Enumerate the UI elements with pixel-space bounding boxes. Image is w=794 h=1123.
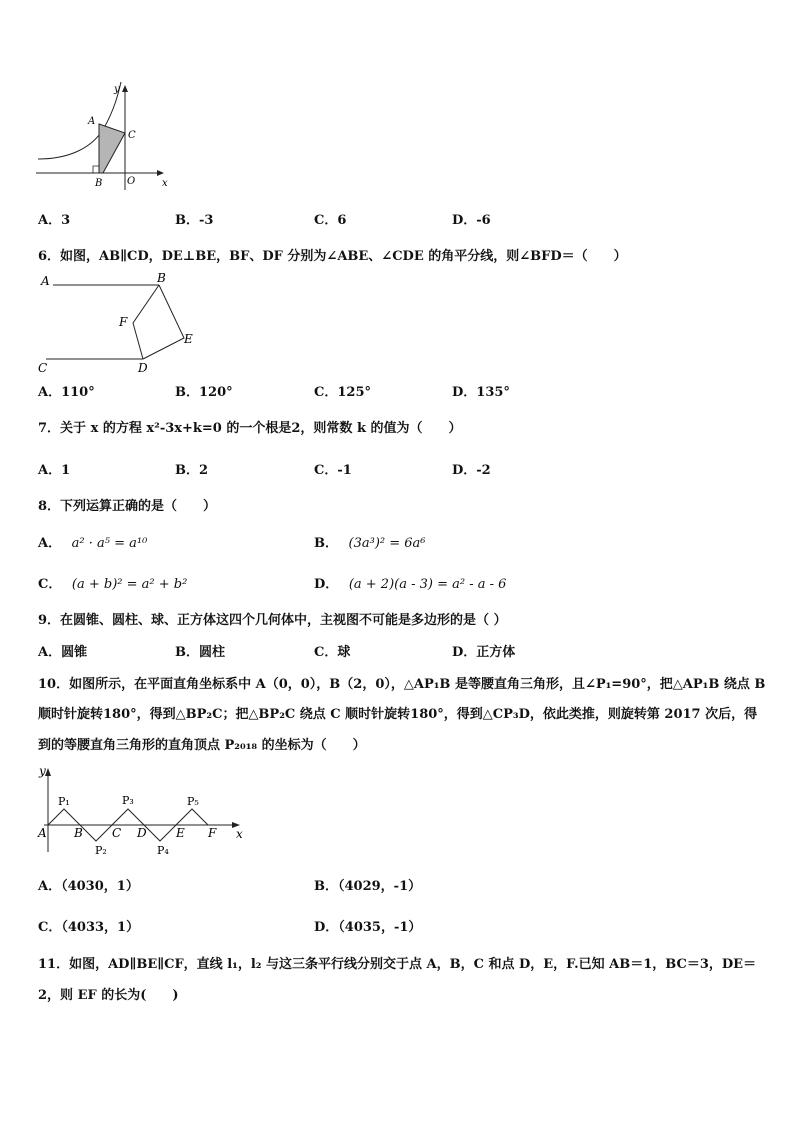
q10-label-D: D <box>137 826 147 840</box>
q7-option-a[interactable]: A．1 <box>38 463 71 478</box>
q7-stem: 7．关于 x 的方程 x²-3x+k=0 的一个根是2，则常数 k 的值为（ ） <box>38 421 462 436</box>
q10-y-arrow <box>45 768 51 776</box>
q6-option-a[interactable]: A．110° <box>38 385 95 400</box>
q5-shaded-quad <box>99 124 125 173</box>
q5-figure <box>36 80 176 195</box>
q5-label-y: y <box>114 84 120 95</box>
q10-label-C: C <box>112 826 122 840</box>
q11-stem-line1: 11．如图，AD∥BE∥CF，直线 l₁，l₂ 与这三条平行线分别交于点 A，B，C 和点 D，E，F.已知 AB＝1，BC＝3，DE＝ <box>38 957 757 972</box>
q8-option-b[interactable] <box>314 535 426 553</box>
q10-stem-line2: 顺时针旋转180°，得到△BP₂C；把△BP₂C 绕点 C 顺时针旋转180°，得到△CP₃D，依此类推，则旋转第 2017 次后，得 <box>38 707 758 722</box>
q6-label-A: A <box>41 274 50 288</box>
q6-label-F: F <box>119 315 128 329</box>
q10-option-a[interactable]: A．（4030，1） <box>38 879 139 894</box>
q10-label-y: y <box>39 764 46 778</box>
q5-option-d[interactable]: D．-6 <box>452 213 491 228</box>
q6-label-C: C <box>38 361 48 375</box>
q8-option-a[interactable] <box>38 535 147 553</box>
q10-stem-line1: 10．如图所示，在平面直角坐标系中 A（0，0），B（2，0），△AP₁B 是等腰直角三角形，且∠P₁=90°，把△AP₁B 绕点 B <box>38 677 766 692</box>
q6-option-b[interactable]: B．120° <box>175 385 233 400</box>
q6-option-d[interactable]: D．135° <box>452 385 510 400</box>
q8-formula-a: a² · a⁵ = a¹⁰ <box>71 536 148 551</box>
q9-option-c[interactable]: C．球 <box>314 645 351 660</box>
q10-option-c[interactable]: C．（4033，1） <box>38 920 140 935</box>
q9-option-d[interactable]: D．正方体 <box>452 645 516 660</box>
q10-option-d[interactable]: D．（4035，-1） <box>314 920 422 935</box>
q10-label-B: B <box>74 826 83 840</box>
q9-option-b[interactable]: B．圆柱 <box>175 645 225 660</box>
q6-label-D: D <box>138 361 148 375</box>
q10-stem-line3: 到的等腰直角三角形的直角顶点 P₂₀₁₈ 的坐标为（ ） <box>38 738 366 753</box>
q7-option-b[interactable]: B．2 <box>175 463 209 478</box>
q6-label-B: B <box>157 271 166 285</box>
q5-label-C: C <box>128 130 136 141</box>
q11-stem-line2: 2，则 EF 的长为( ) <box>38 988 179 1003</box>
q10-label-E: E <box>176 826 185 840</box>
q10-option-b[interactable]: B．（4029，-1） <box>314 879 422 894</box>
q7-option-d[interactable]: D．-2 <box>452 463 491 478</box>
q8-option-c[interactable] <box>38 576 187 594</box>
q6-option-c[interactable]: C．125° <box>314 385 371 400</box>
q5-x-arrow <box>157 170 164 176</box>
q6-segment-bfd <box>133 285 159 359</box>
q7-option-c[interactable]: C．-1 <box>314 463 352 478</box>
q5-label-O: O <box>127 176 136 187</box>
q10-label-p5: P₅ <box>187 795 199 808</box>
q8-option-d-letter: D． <box>314 577 339 592</box>
q5-label-x: x <box>162 178 168 189</box>
q8-formula-c: (a + b)² = a² + b² <box>71 577 188 592</box>
q5-option-c[interactable]: C．6 <box>314 213 347 228</box>
q5-right-angle-mark <box>93 166 99 173</box>
q10-label-A: A <box>38 826 47 840</box>
q9-stem: 9．在圆锥、圆柱、球、正方体这四个几何体中，主视图不可能是多边形的是（ ） <box>38 613 507 628</box>
q10-label-F: F <box>208 826 217 840</box>
q8-option-b-letter: B． <box>314 536 338 551</box>
q10-label-p4: P₄ <box>157 844 169 857</box>
q8-formula-b: (3a³)² = 6a⁶ <box>348 536 426 551</box>
q10-label-p3: P₃ <box>122 794 134 807</box>
q9-option-a[interactable]: A．圆锥 <box>38 645 88 660</box>
q5-option-b[interactable]: B．-3 <box>175 213 214 228</box>
q8-option-c-letter: C． <box>38 577 62 592</box>
q6-figure <box>36 268 211 378</box>
q5-option-a[interactable]: A．3 <box>38 213 71 228</box>
q8-stem: 8．下列运算正确的是（ ） <box>38 499 217 514</box>
q10-label-p1: P₁ <box>58 795 70 808</box>
q8-option-a-letter: A． <box>38 536 62 551</box>
q6-label-E: E <box>184 332 193 346</box>
q8-option-d[interactable] <box>314 576 506 594</box>
q5-label-A: A <box>88 116 96 127</box>
q5-label-B: B <box>95 178 103 189</box>
q10-label-x: x <box>236 827 243 841</box>
q6-segment-be <box>143 285 184 359</box>
q8-formula-d: (a + 2)(a - 3) = a² - a - 6 <box>348 577 507 592</box>
q10-figure <box>36 762 248 860</box>
q5-y-arrow <box>122 85 128 92</box>
q10-label-p2: P₂ <box>95 844 107 857</box>
q6-stem: 6．如图，AB∥CD，DE⊥BE，BF、DF 分别为∠ABE、∠CDE 的角平分线，则∠BFD＝（ ） <box>38 249 627 264</box>
